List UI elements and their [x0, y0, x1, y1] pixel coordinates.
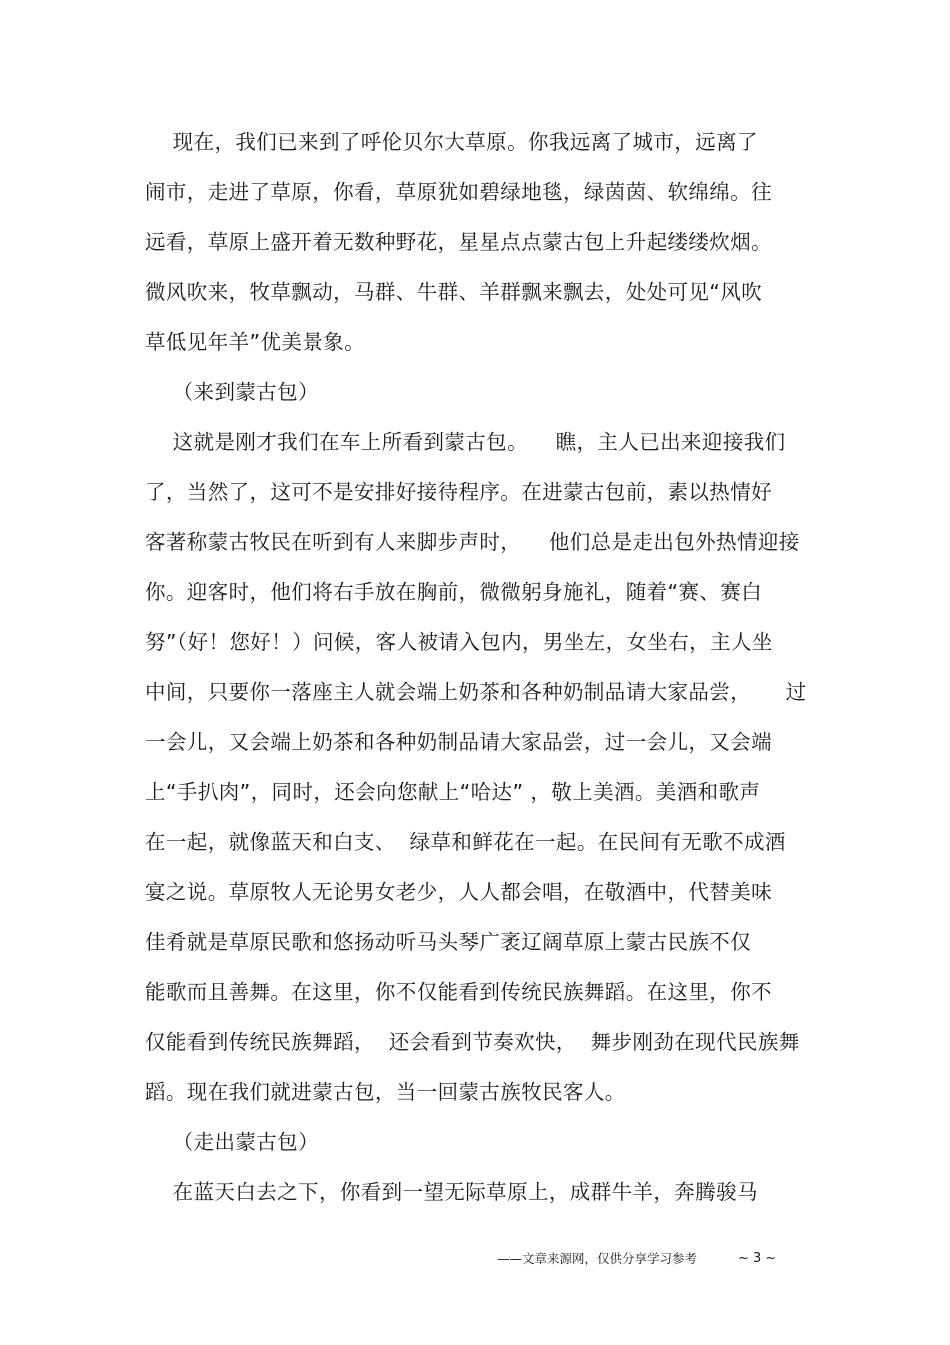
text-line-15: 在一起，就像蓝天和白支、 绿草和鲜花在一起。在民间有无歌不成酒 [145, 830, 786, 854]
text-line-12: 中间，只要你一落座主人就会端上奶茶和各种奶制品请大家品尝， 过 [145, 680, 807, 704]
text-line-4: 微风吹来，牧草飘动，马群、牛群、羊群飘来飘去，处处可见“风吹 [145, 280, 763, 304]
text-line-8: 了，当然了，这可不是安排好接待程序。在进蒙古包前，素以热情好 [145, 480, 772, 504]
text-line-19: 仅能看到传统民族舞蹈， 还会看到节奏欢快， 舞步刚劲在现代民族舞 [145, 1030, 800, 1054]
text-line-18: 能歌而且善舞。在这里，你不仅能看到传统民族舞蹈。在这里，你不 [145, 980, 772, 1004]
text-line-3: 远看，草原上盛开着无数种野花，星星点点蒙古包上升起缕缕炊烟。 [145, 230, 772, 254]
text-line-1: 现在，我们已来到了呼伦贝尔大草原。你我远离了城市，远离了 [145, 130, 758, 154]
text-line-2: 闹市，走进了草原，你看，草原犹如碧绿地毯，绿茵茵、软绵绵。往 [145, 180, 772, 204]
text-line-22: 在蓝天白去之下，你看到一望无际草原上，成群牛羊，奔腾骏马 [145, 1180, 758, 1204]
text-line-11: 努”（好！您好！）问候，客人被请入包内，男坐左，女坐右，主人坐 [145, 630, 773, 654]
text-line-10: 你。迎客时，他们将右手放在胸前，微微躬身施礼，随着“赛、赛白 [145, 580, 763, 604]
section-heading-arrive-yurt: （来到蒙古包） [145, 380, 319, 404]
text-line-9: 客著称蒙古牧民在听到有人来脚步声时， 他们总是走出包外热情迎接 [145, 530, 800, 554]
section-heading-leave-yurt: （走出蒙古包） [145, 1130, 319, 1154]
page-number: ~ 3 ~ [738, 1251, 777, 1266]
text-line-16: 宴之说。草原牧人无论男女老少，人人都会唱，在敬酒中，代替美味 [145, 880, 772, 904]
text-line-17: 佳肴就是草原民歌和悠扬动听马头琴广袤辽阔草原上蒙古民族不仅 [145, 930, 752, 954]
text-line-14: 上“手扒肉”，同时，还会向您献上“哈达” ，敬上美酒。美酒和歌声 [145, 780, 761, 804]
footer-source-note: ——文章来源网，仅供分享学习参考 [497, 1251, 698, 1266]
text-line-13: 一会儿，又会端上奶茶和各种奶制品请大家品尝，过一会儿，又会端 [145, 730, 772, 754]
text-line-7: 这就是刚才我们在车上所看到蒙古包。 瞧，主人已出来迎接我们 [145, 430, 786, 454]
text-line-5: 草低见年羊”优美景象。 [145, 330, 366, 354]
text-line-20: 蹈。现在我们就进蒙古包，当一回蒙古族牧民客人。 [145, 1080, 626, 1104]
